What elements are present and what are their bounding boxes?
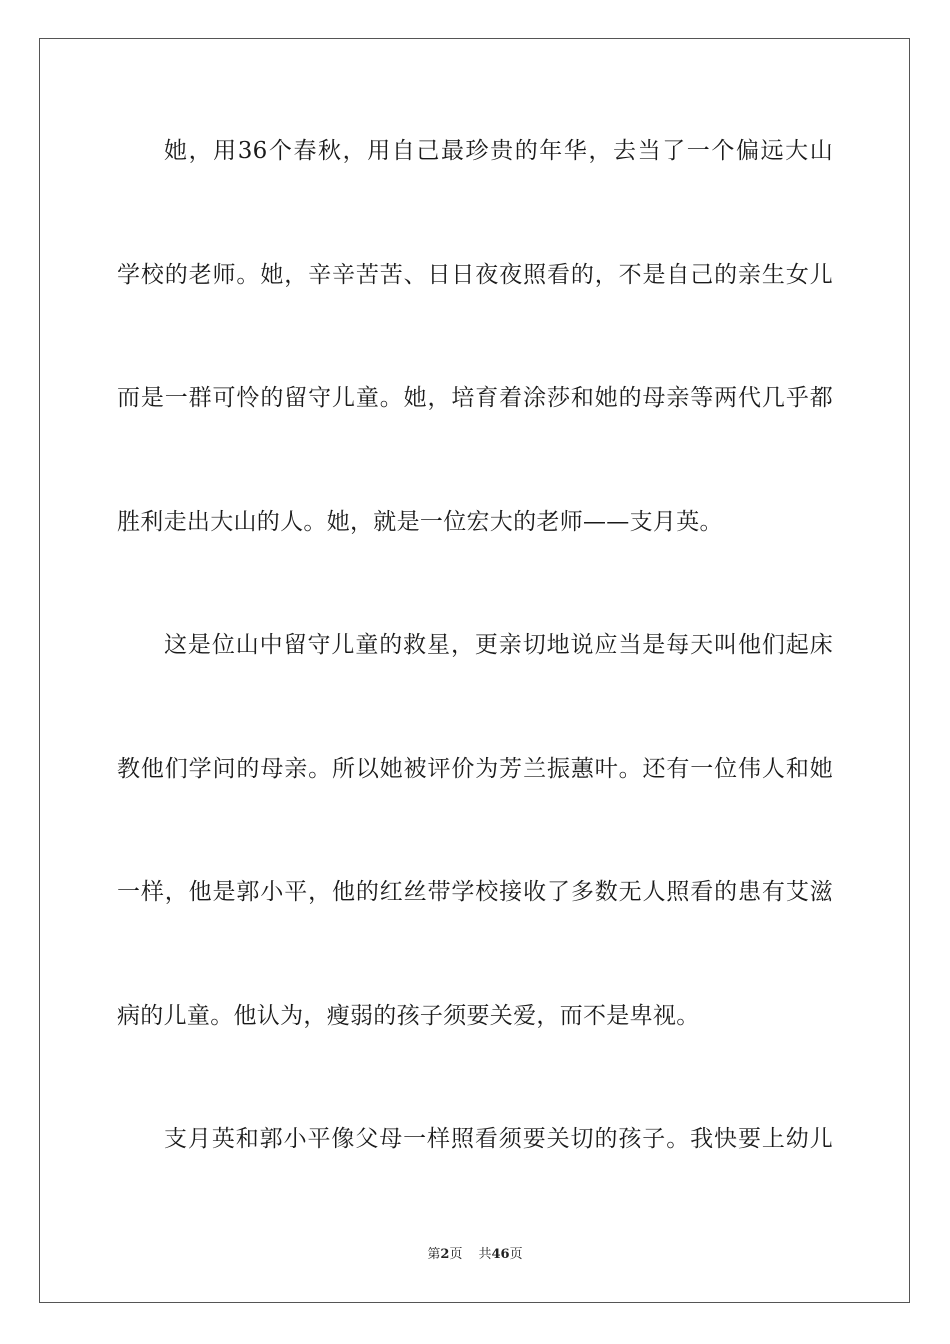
- page-label-suffix: 页: [449, 1247, 463, 1262]
- page-label-prefix: 第: [427, 1247, 441, 1262]
- paragraph-3-line-1: 支月英和郭小平像父母一样照看须要关切的孩子。我快要上幼儿: [164, 1126, 833, 1152]
- paragraph-1-line-4: 胜利走出大山的人。她，就是一位宏大的老师——支月英。: [117, 509, 723, 535]
- paragraph-1-line-1: 她，用36个春秋，用自己最珍贵的年华，去当了一个偏远大山: [164, 138, 833, 164]
- paragraph-2-line-4: 病的儿童。他认为，瘦弱的孩子须要关爱，而不是卑视。: [117, 1003, 700, 1029]
- paragraph-1-line-3: 而是一群可怜的留守儿童。她，培育着涂莎和她的母亲等两代几乎都: [117, 385, 833, 411]
- paragraph-2-line-3: 一样，他是郭小平，他的红丝带学校接收了多数无人照看的患有艾滋: [117, 879, 833, 905]
- current-page-number: 2: [440, 1247, 450, 1262]
- paragraph-1-line-2: 学校的老师。她，辛辛苦苦、日日夜夜照看的，不是自己的亲生女儿: [117, 262, 833, 288]
- total-label-suffix: 页: [509, 1247, 523, 1262]
- page-border: [39, 38, 910, 1303]
- page-footer: [0, 1246, 950, 1264]
- paragraph-2-line-2: 教他们学问的母亲。所以她被评价为芳兰振蕙叶。还有一位伟人和她: [117, 756, 833, 782]
- total-page-number: 46: [491, 1247, 510, 1262]
- paragraph-2-line-1: 这是位山中留守儿童的救星，更亲切地说应当是每天叫他们起床: [164, 632, 833, 658]
- total-label-prefix: 共: [478, 1247, 492, 1262]
